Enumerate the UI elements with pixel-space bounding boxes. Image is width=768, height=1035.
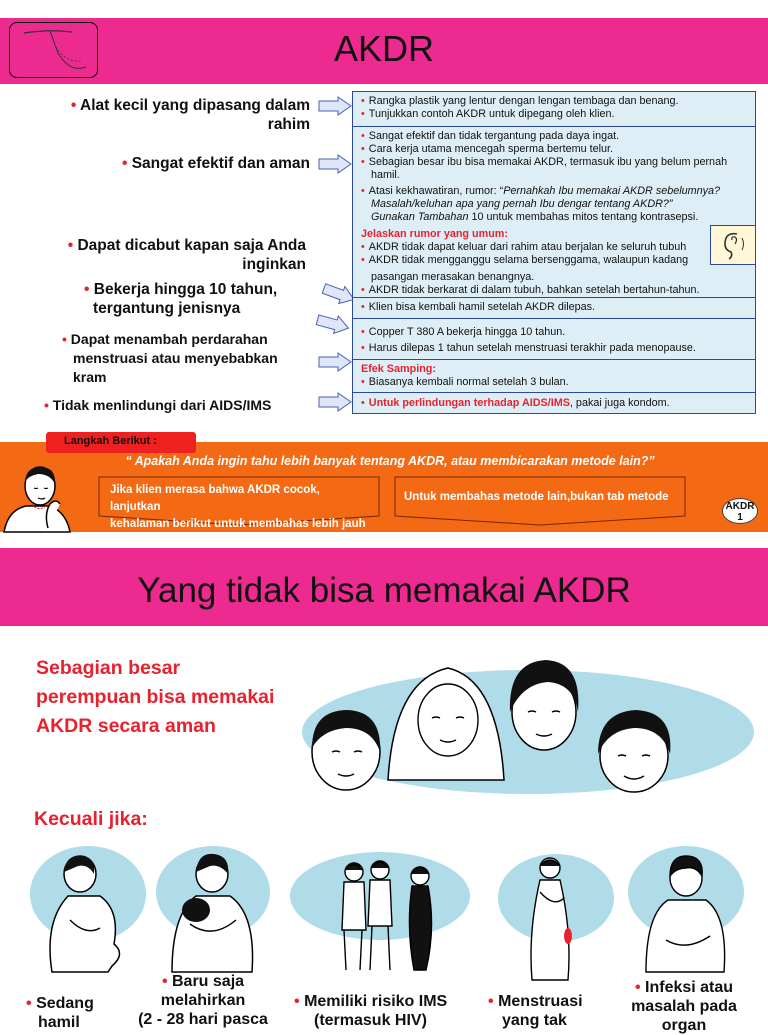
arrow-right-icon: [318, 392, 352, 412]
pregnant-woman-illustration: [30, 844, 146, 972]
caption-sti-risk: • Memiliki risiko IMS (termasuk HIV): [294, 993, 448, 1029]
bullet-removable: • Dapat dicabut kapan saja Anda inginkan: [67, 237, 306, 273]
thinking-woman-icon: [0, 458, 76, 532]
caption-pregnant: • Sedang hamil: [26, 995, 94, 1031]
option-other-method-text[interactable]: Untuk membahas metode lain,bukan tab metode: [404, 491, 669, 503]
info-box-fertility: • Klien bisa kembali hamil setelah AKDR dilepas.: [352, 297, 756, 319]
irregular-menstruation-illustration: [498, 852, 614, 980]
bullet-no-aids-protection: • Tidak menlindungi dari AIDS/IMS: [44, 397, 272, 413]
arrow-right-icon: [314, 310, 352, 338]
info-box-effectiveness: • Sangat efektif dan tidak tergantung pada daya ingat. • Cara kerja utama mencegah sperma bertemu telur. • Sebagian besar ibu bisa memakai AKDR, termasuk ibu yang belum pernah hamil. • Atasi kekhawatiran, rumor: “Pernahkah Ibu memakai AKDR sebelumnya? Masalah/keluhan apa yang pernah Ibu dengar tentang AKDR?” Gunakan Tambahan 10 untuk membahas mitos tentang kontrasepsi. Jelaskan rumor yang umum: • AKDR tidak dapat keluar dari rahim atau berjalan ke seluruh tubuh • AKDR tidak mengganggu selama bersenggama, walaupun kadang pasangan merasakan benangnya. • AKDR tidak berkarat di dalam tubuh, bahkan setelah bertahun-tahun.: [352, 126, 756, 298]
bullet-effective-safe: • Sangat efektif dan aman: [121, 155, 310, 172]
caption-recently-gave-birth: • Baru saja melahirkan (2 - 28 hari pasca: [138, 973, 268, 1028]
caption-irregular-menstruation: • Menstruasi yang tak: [488, 993, 583, 1029]
except-heading: Kecuali jika:: [34, 808, 148, 830]
info-box-description: • Rangka plastik yang lentur dengan lengan tembaga dan benang. • Tunjukkan contoh AKDR untuk dipegang oleh klien.: [352, 91, 756, 127]
slide1-title: AKDR: [333, 28, 435, 69]
new-mother-illustration: [156, 844, 270, 972]
next-step-tag: Langkah Berikut :: [46, 432, 196, 453]
arrow-right-icon: [318, 352, 352, 372]
caption-organ-infection: • Infeksi atau masalah pada organ: [631, 979, 737, 1034]
slide2-intro: Sebagian besar perempuan bisa memakai AKDR secara aman: [36, 657, 275, 737]
info-box-side-effects: Efek Samping: • Biasanya kembali normal setelah 3 bulan.: [352, 359, 756, 393]
slide2-title: Yang tidak bisa memakai AKDR: [137, 571, 631, 610]
info-box-duration: • Copper T 380 A bekerja hingga 10 tahun. • Harus dilepas 1 tahun setelah menstruasi terakhir pada menopause.: [352, 318, 756, 360]
arrow-right-icon: [318, 96, 352, 116]
bullet-ten-years: • Bekerja hingga 10 tahun, tergantung jenisnya: [84, 281, 278, 317]
women-faces-illustration: [298, 656, 762, 798]
organ-infection-illustration: [628, 844, 744, 972]
info-box-protection: • Untuk perlindungan terhadap AIDS/IMS, pakai juga kondom.: [352, 392, 756, 414]
listening-ear-icon: [710, 225, 756, 265]
sti-risk-people-illustration: [290, 848, 470, 978]
akdr-tab-badge[interactable]: AKDR 1: [722, 498, 758, 524]
option-continue-text[interactable]: Jika klien merasa bahwa AKDR cocok, lanjutkan kehalaman berikut untuk membahas lebih jauh: [110, 484, 366, 530]
bullet-bleeding: • Dapat menambah perdarahan menstruasi atau menyebabkan kram: [62, 331, 278, 385]
next-step-question: “ Apakah Anda ingin tahu lebih banyak tentang AKDR, atau membicarakan metode lain?”: [125, 454, 655, 468]
arrow-right-icon: [318, 154, 352, 174]
bullet-small-device: • Alat kecil yang dipasang dalam rahim: [70, 97, 310, 133]
